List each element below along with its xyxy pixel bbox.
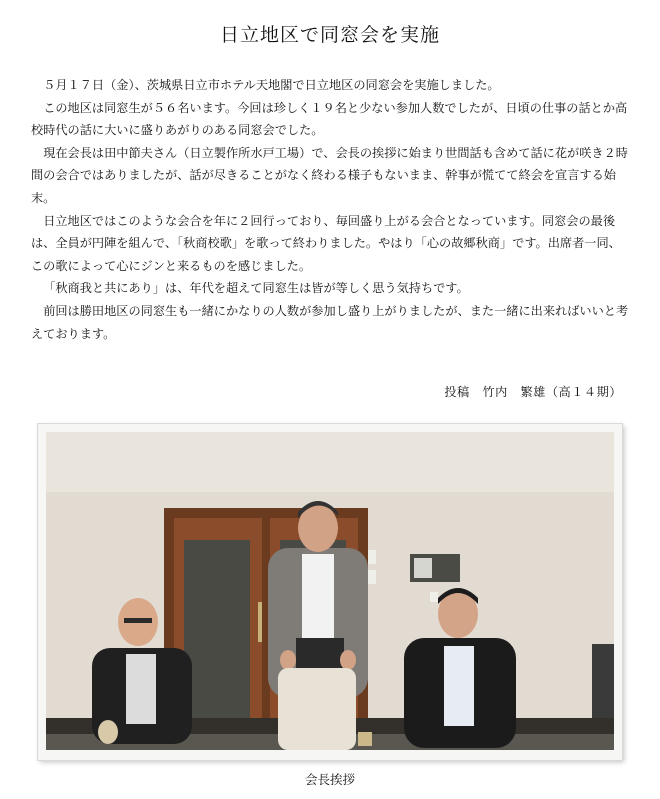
article-body [31,74,631,345]
article-title: 日立地区で同窓会を実施 [219,24,440,46]
meeting-photo [46,432,614,750]
paragraph: 前回は勝田地区の同窓生も一緒にかなりの人数が参加し盛り上がりましたが、また一緒に出来ればいいと考えております。 [31,303,629,341]
paragraph: 日立地区ではこのような会合を年に２回行っており、毎回盛り上がる会合となっています。同窓会の最後は、全員が円陣を組んで、「秋商校歌」を歌って終わりました。やはり「心の故郷秋商」です。出席者一同、この歌によって心にジンと来るものを感じました。 [31,213,621,273]
paragraph: この地区は同窓生が５６名います。今回は珍しく１９名と少ない参加人数でしたが、日頃の仕事の話とか高校時代の話に大いに盛りあがりのある同窓会でした。 [31,100,628,138]
author-signature: 投稿 竹内 繁雄（高１４期） [444,385,622,399]
paragraph: 現在会長は田中節夫さん（日立製作所水戸工場）で、会長の挨拶に始まり世間話も含めて話に花が咲き２時間の会合ではありましたが、話が尽きることがなく終わる様子もないまま、幹事が慌てて終会を宣言する始末。 [31,145,628,205]
photo-frame [38,424,622,760]
photo-caption: 会長挨拶 [304,772,355,787]
paragraph: ５月１７日（金）、茨城県日立市ホテル天地閣で日立地区の同窓会を実施しました。 [43,78,500,92]
paragraph: 「秋商我と共にあり」は、年代を超えて同窓生は皆が等しく思う気持ちです。 [43,281,469,296]
